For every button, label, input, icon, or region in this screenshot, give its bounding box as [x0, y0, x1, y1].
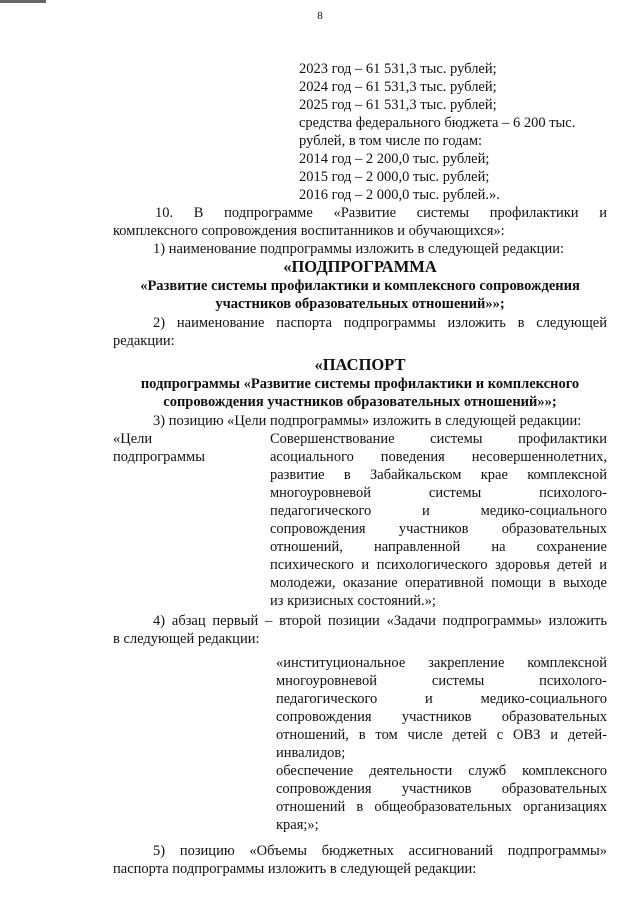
goals-text-line: из кризисных состояний.»; [270, 593, 436, 609]
sub-item-5-line-1: 5) позицию «Объемы бюджетных ассигнований подпрограммы» [153, 843, 607, 859]
goals-text-line: развитие в Забайкальском крае комплексной [270, 467, 607, 483]
goals-text-line: Совершенствование системы профилактики [270, 431, 607, 447]
passport-title-line: сопровождения участников образовательных отношений»»; [163, 394, 557, 410]
sub-item-5-line-2: паспорта подпрограммы изложить в следующей редакции: [113, 861, 477, 877]
goals-text-line: молодежи, оказание оперативной помощи в выходе [270, 575, 607, 591]
item-10-line-1: 10. В подпрограмме «Развитие системы профилактики и [155, 205, 607, 221]
goals-text-line: психического и психологического здоровья детей и [270, 557, 607, 573]
tasks-text-line: сопровождения участников образовательных [276, 781, 607, 797]
funding-line: 2014 год – 2 200,0 тыс. рублей; [299, 151, 490, 167]
funding-line: рублей, в том числе по годам: [299, 133, 483, 149]
sub-item-2-line-1: 2) наименование паспорта подпрограммы изложить в следующей [153, 315, 607, 331]
sub-item-4-line-2: в следующей редакции: [113, 631, 260, 647]
goals-text-line: педагогического и медико-социального [270, 503, 607, 519]
sub-item-3: 3) позицию «Цели подпрограммы» изложить в следующей редакции: [153, 413, 582, 429]
item-10-line-2: комплексного сопровождения воспитанников и обучающихся»: [113, 223, 505, 239]
sub-item-4-line-1: 4) абзац первый – второй позиции «Задачи подпрограммы» изложить [153, 613, 607, 629]
sub-item-1: 1) наименование подпрограммы изложить в следующей редакции: [153, 241, 564, 257]
tasks-text-line: «институциональное закрепление комплексной [276, 655, 607, 671]
goals-text-line: асоциального поведения несовершеннолетних, [270, 449, 607, 465]
scan-edge-mark [0, 0, 46, 3]
funding-line: 2023 год – 61 531,3 тыс. рублей; [299, 61, 497, 77]
goals-text-line: сопровождения участников образовательных [270, 521, 607, 537]
subprogram-title-line: «Развитие системы профилактики и комплексного сопровождения [140, 278, 580, 294]
tasks-text-line: отношений в общеобразовательных организациях [276, 799, 607, 815]
passport-title-line: подпрограммы «Развитие системы профилактики и комплексного [140, 376, 580, 392]
goals-label-line-1: «Цели [113, 431, 153, 447]
heading-passport: «ПАСПОРТ [314, 355, 406, 374]
tasks-text-line: сопровождения участников образовательных [276, 709, 607, 725]
funding-line: 2025 год – 61 531,3 тыс. рублей; [299, 97, 497, 113]
tasks-text-line: многоуровневой системы психолого- [276, 673, 607, 689]
sub-item-2-line-2: редакции: [113, 333, 175, 349]
subprogram-title-line: участников образовательных отношений»»; [215, 296, 505, 312]
goals-text-line: отношений, направленной на сохранение [270, 539, 607, 555]
funding-line: средства федерального бюджета – 6 200 тыс. [299, 115, 576, 131]
goals-text-line: многоуровневой системы психолого- [270, 485, 607, 501]
tasks-text-line: отношений, в том числе детей с ОВЗ и детей- [276, 727, 607, 743]
tasks-text-line: края;»; [276, 817, 319, 833]
goals-label-line-2: подпрограммы [113, 449, 205, 465]
tasks-text-line: педагогического и медико-социального [276, 691, 607, 707]
tasks-text-line: инвалидов; [276, 745, 346, 761]
funding-line: 2024 год – 61 531,3 тыс. рублей; [299, 79, 497, 95]
heading-subprogram: «ПОДПРОГРАММА [283, 257, 437, 276]
page-number: 8 [317, 10, 323, 22]
funding-line: 2016 год – 2 000,0 тыс. рублей.». [299, 187, 500, 203]
funding-line: 2015 год – 2 000,0 тыс. рублей; [299, 169, 490, 185]
tasks-text-line: обеспечение деятельности служб комплексного [276, 763, 607, 779]
